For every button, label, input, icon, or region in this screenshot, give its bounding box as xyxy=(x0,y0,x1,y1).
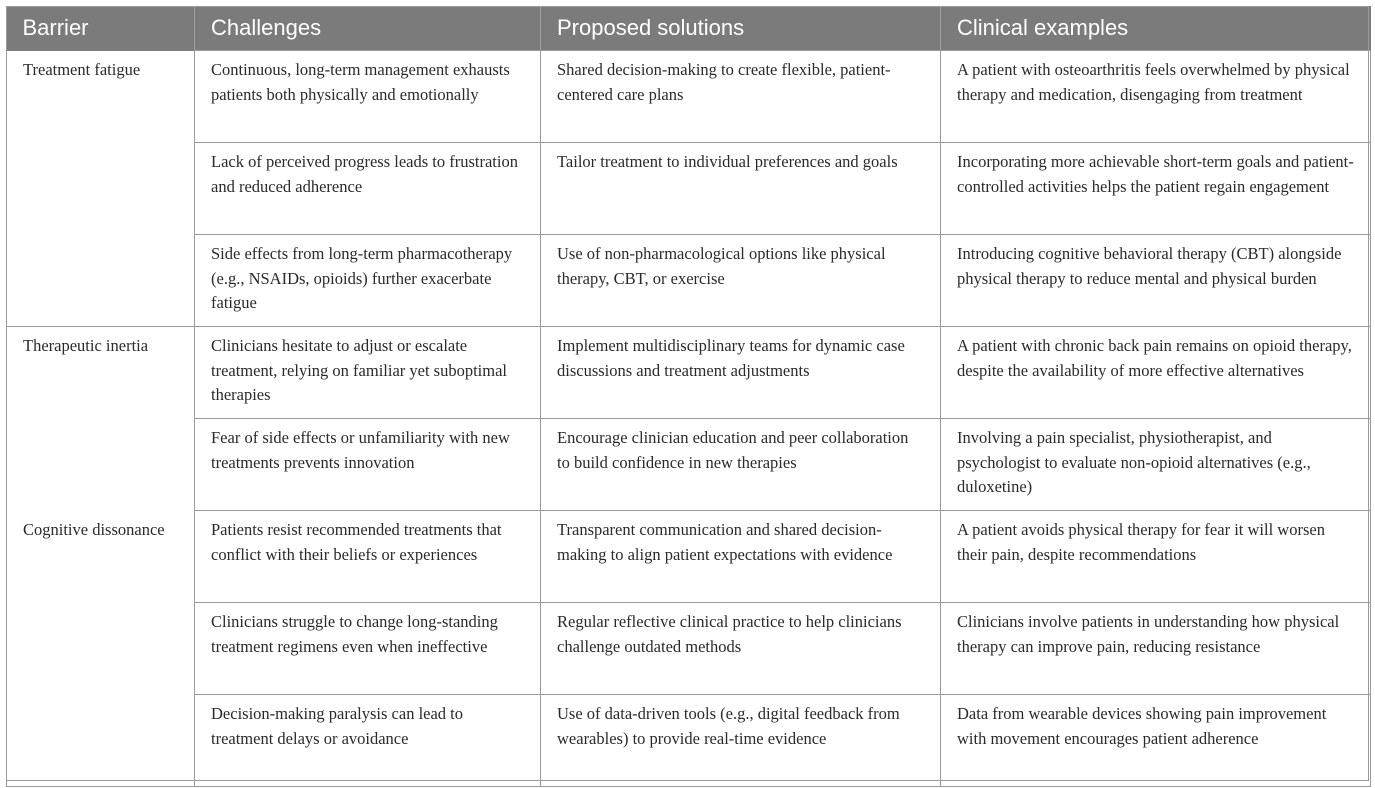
solution-cell: Implement multidisciplinary teams for dynamic case discussions and treatment adjustments xyxy=(541,327,941,419)
barriers-table xyxy=(6,6,1371,787)
table-row xyxy=(7,143,1371,235)
challenge-cell: Decision-making paralysis can lead to treatment delays or avoidance xyxy=(195,695,541,787)
solution-cell: Encourage clinician education and peer collaboration to build confidence in new therapies xyxy=(541,419,941,511)
header-row xyxy=(7,6,1371,51)
table-row xyxy=(7,695,1371,787)
example-cell: Data from wearable devices showing pain improvement with movement encourages patient adherence xyxy=(941,695,1371,787)
challenge-cell: Clinicians struggle to change long-standing treatment regimens even when ineffective xyxy=(195,603,541,695)
solution-cell: Tailor treatment to individual preferences and goals xyxy=(541,143,941,235)
table-row xyxy=(7,51,1371,143)
table-row xyxy=(7,327,1371,419)
challenge-cell: Fear of side effects or unfamiliarity with new treatments prevents innovation xyxy=(195,419,541,511)
barrier-cell: Cognitive dissonance xyxy=(7,511,195,787)
example-cell: A patient avoids physical therapy for fear it will worsen their pain, despite recommendations xyxy=(941,511,1371,603)
solution-cell: Use of non-pharmacological options like physical therapy, CBT, or exercise xyxy=(541,235,941,327)
example-cell: Incorporating more achievable short-term goals and patient-controlled activities helps the patient regain engagement xyxy=(941,143,1371,235)
challenge-cell: Lack of perceived progress leads to frustration and reduced adherence xyxy=(195,143,541,235)
header-examples: Clinical examples xyxy=(941,6,1371,51)
table-row xyxy=(7,603,1371,695)
example-cell: Introducing cognitive behavioral therapy (CBT) alongside physical therapy to reduce mental and physical burden xyxy=(941,235,1371,327)
solution-cell: Use of data-driven tools (e.g., digital feedback from wearables) to provide real-time evidence xyxy=(541,695,941,787)
challenge-cell: Continuous, long-term management exhausts patients both physically and emotionally xyxy=(195,51,541,143)
header-challenges: Challenges xyxy=(195,6,541,51)
challenge-cell: Side effects from long-term pharmacotherapy (e.g., NSAIDs, opioids) further exacerbate fatigue xyxy=(195,235,541,327)
barrier-cell: Treatment fatigue xyxy=(7,51,195,327)
header-solutions: Proposed solutions xyxy=(541,6,941,51)
header-barrier: Barrier xyxy=(7,6,195,51)
solution-cell: Regular reflective clinical practice to help clinicians challenge outdated methods xyxy=(541,603,941,695)
challenge-cell: Patients resist recommended treatments that conflict with their beliefs or experiences xyxy=(195,511,541,603)
example-cell: Clinicians involve patients in understanding how physical therapy can improve pain, reducing resistance xyxy=(941,603,1371,695)
barrier-cell: Therapeutic inertia xyxy=(7,327,195,511)
challenge-cell: Clinicians hesitate to adjust or escalate treatment, relying on familiar yet suboptimal therapies xyxy=(195,327,541,419)
table-row xyxy=(7,511,1371,603)
table-row xyxy=(7,235,1371,327)
example-cell: A patient with osteoarthritis feels overwhelmed by physical therapy and medication, disengaging from treatment xyxy=(941,51,1371,143)
example-cell: Involving a pain specialist, physiotherapist, and psychologist to evaluate non-opioid alternatives (e.g., duloxetine) xyxy=(941,419,1371,511)
solution-cell: Transparent communication and shared decision-making to align patient expectations with evidence xyxy=(541,511,941,603)
example-cell: A patient with chronic back pain remains on opioid therapy, despite the availability of more effective alternatives xyxy=(941,327,1371,419)
solution-cell: Shared decision-making to create flexible, patient-centered care plans xyxy=(541,51,941,143)
table-row xyxy=(7,419,1371,511)
